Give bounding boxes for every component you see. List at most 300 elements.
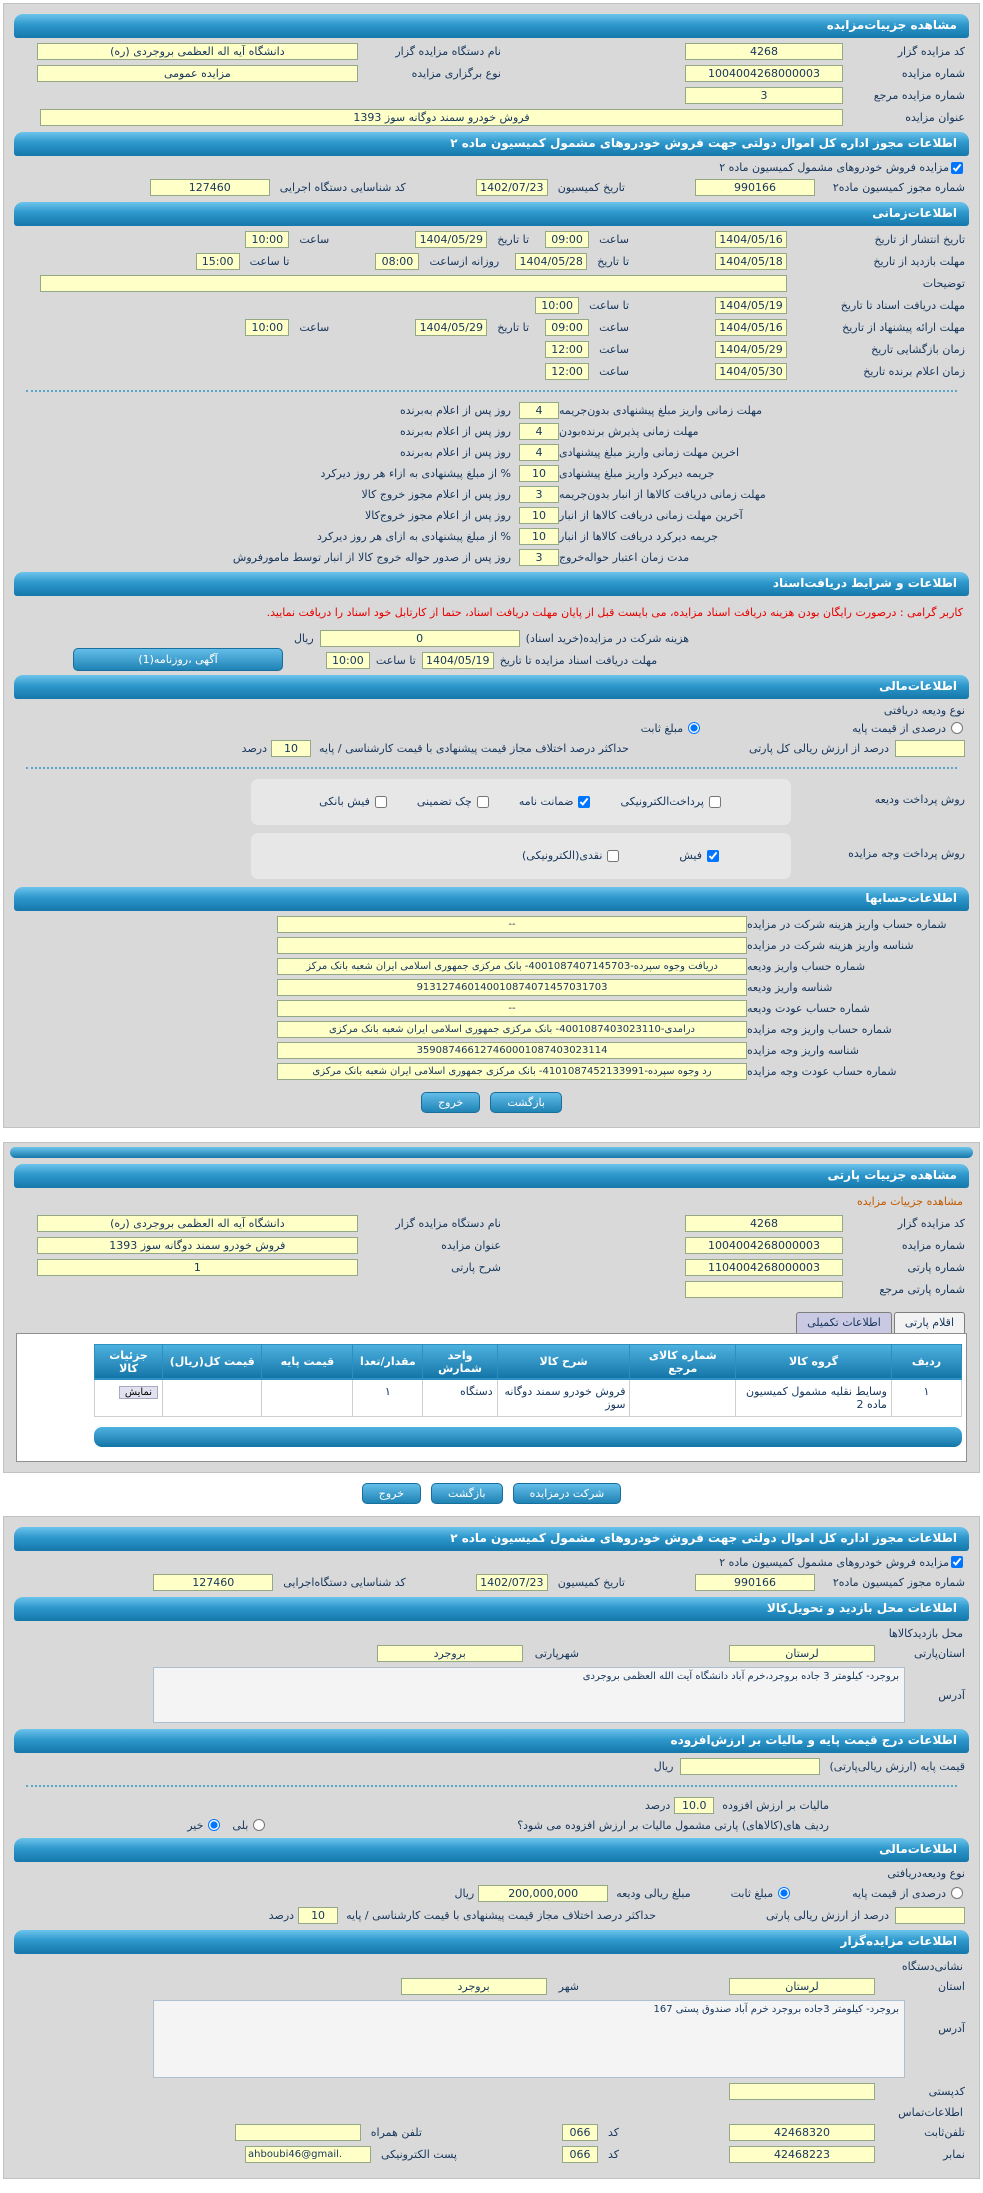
timing-visit-row xyxy=(18,253,965,270)
items-table-header-row xyxy=(95,1344,962,1379)
notes-field[interactable] xyxy=(40,275,787,292)
party-province-field[interactable] xyxy=(729,1645,875,1662)
organizer-city-label: شهر xyxy=(558,1979,579,1993)
col-unit: واحد شمارش xyxy=(423,1344,497,1379)
auction-row-3 xyxy=(18,87,965,104)
timing-notes-row xyxy=(18,275,965,292)
deposit-method-panel xyxy=(251,779,791,825)
penalty-value-6[interactable] xyxy=(519,507,559,524)
permit-no-field[interactable] xyxy=(695,179,815,196)
penalty-row-3 xyxy=(18,444,859,461)
account-label: شماره حساب عودت وجه مزایده xyxy=(747,1064,897,1078)
account-label: شناسه واریز ودیعه xyxy=(747,980,833,994)
auctioneer-org-label: نام دستگاه مزایده گزار xyxy=(395,45,501,58)
documents-warning-text: کاربر گرامی : درصورت رایگان بودن هزینه دریافت اسناد مزایده، می بایست قبل از پایان مهلت دریافت اسناد، حتما از کارتابل خود اسناد را دریافت نمایید. xyxy=(266,606,963,619)
organizer-province-row xyxy=(18,1978,965,1995)
exec-code-label: کد شناسایی دستگاه اجرایی xyxy=(279,181,406,194)
permit-no-label: شماره مجوز کمیسیون ماده۲ xyxy=(832,181,965,194)
doc-fee-unit: ریال xyxy=(293,631,314,645)
permit2-no-label: شماره مجوز کمیسیون ماده۲ xyxy=(832,1575,965,1589)
visit-location-subtitle: محل بازدیدکالاها xyxy=(888,1626,963,1640)
account-row-2 xyxy=(18,937,965,954)
section-header-permit-2: اطلاعات مجوز اداره کل اموال دولتی جهت فروش خودروهای مشمول کمیسیون ماده ۲ xyxy=(14,1527,969,1551)
bank-slip-label: فیش بانکی xyxy=(319,795,370,809)
account-row-4 xyxy=(18,979,965,996)
col-row-number: ردیف xyxy=(891,1344,961,1379)
party-code-field[interactable] xyxy=(685,1215,843,1232)
deposit-percent-field[interactable] xyxy=(895,740,965,757)
deposit2-radio-row xyxy=(18,1885,965,1902)
max-diff-field[interactable] xyxy=(271,740,311,757)
phone-label: تلفن‌ثابت xyxy=(924,2125,965,2139)
deposit-return-account-field[interactable] xyxy=(277,1000,747,1017)
publish-to-time[interactable] xyxy=(245,231,289,248)
visit-from-time[interactable] xyxy=(375,253,419,270)
penalty-row-8 xyxy=(18,549,859,566)
max-diff2-field[interactable] xyxy=(298,1907,338,1924)
penalty-suffix: % از مبلغ پیشنهادی به ازاء هر روز دیرکرد xyxy=(320,467,511,480)
newspaper-ad-button[interactable]: آگهی ،روزنامه(1) xyxy=(73,648,283,671)
party-row-1 xyxy=(18,1215,965,1232)
party-org-field[interactable] xyxy=(37,1215,358,1232)
winner-date[interactable] xyxy=(715,363,787,380)
penalty-label: اخرین مهلت زمانی واریز مبلغ پیشنهادی xyxy=(559,446,739,459)
party-row-3 xyxy=(18,1259,965,1276)
publish-from-date[interactable] xyxy=(715,231,787,248)
penalty-value-4[interactable] xyxy=(519,465,559,482)
party-row-2 xyxy=(18,1237,965,1254)
deposit-fixed-radio[interactable] xyxy=(688,722,700,734)
items-table-box xyxy=(16,1333,967,1462)
deposit-percent-radio-label: درصدی از قیمت پایه xyxy=(852,721,946,735)
electronic-payment-label: پرداخت‌الکترونیکی xyxy=(620,795,704,809)
penalty-value-1[interactable] xyxy=(519,402,559,419)
exec-code-field[interactable] xyxy=(150,179,270,196)
guaranteed-check-label: چک تضمینی xyxy=(416,795,472,809)
penalty-suffix: روز پس از اعلام به‌برنده xyxy=(399,404,511,417)
winner-label: زمان اعلام برنده تاریخ xyxy=(863,365,965,378)
notes-label: توضیحات xyxy=(922,277,965,290)
section-header-financial-2: اطلاعات‌مالی xyxy=(14,1838,969,1862)
account-label: شماره حساب عودت ودیعه xyxy=(747,1001,870,1015)
auction-title-label: عنوان مزایده xyxy=(905,111,965,124)
penalty-row-7 xyxy=(18,528,859,545)
max-diff-label: حداکثر درصد اختلاف مجاز قیمت پیشنهادی با قیمت کارشناسی / پایه xyxy=(319,741,629,755)
deposit2-percent-label: درصد از ارزش ریالی پارتی xyxy=(766,1908,889,1922)
organizer-province-field[interactable] xyxy=(729,1978,875,1995)
cell-total-price xyxy=(163,1379,262,1416)
offer-from-date[interactable] xyxy=(715,319,787,336)
auction-ref-field[interactable] xyxy=(685,87,843,104)
party-action-buttons xyxy=(0,1483,983,1504)
doc-fee-field[interactable] xyxy=(320,630,520,647)
deposit2-percent-row xyxy=(18,1907,965,1924)
vat-question-label: ردیف های(کالاهای) پارتی مشمول مالیات بر ارزش افزوده می شود؟ xyxy=(517,1818,829,1832)
view-auction-details-link[interactable]: مشاهده جزییات مزایده xyxy=(857,1194,963,1208)
doc-fee-label: هزینه شرکت در مزایده(خرید اسناد) xyxy=(525,631,690,645)
deposit2-fixed-radio-label: مبلغ ثابت xyxy=(730,1886,774,1900)
base-price-unit: ریال xyxy=(653,1759,674,1773)
vat-field[interactable] xyxy=(674,1797,714,1814)
vat-yes-radio[interactable] xyxy=(253,1819,265,1831)
exit-button[interactable]: خروج xyxy=(362,1483,421,1504)
deposit-method-row xyxy=(18,779,965,825)
dotted-separator xyxy=(26,1785,957,1787)
col-ref-number: شماره کالای مرجع xyxy=(630,1344,736,1379)
section-header-location: اطلاعات محل بازدید و تحویل‌کالا xyxy=(14,1597,969,1621)
organizer-address-subtitle: نشانی‌دستگاه xyxy=(901,1959,963,1973)
deposit-amount-unit: ریال xyxy=(454,1886,475,1900)
offer-to-time[interactable] xyxy=(245,319,289,336)
winner-hour-label: ساعت xyxy=(599,365,629,378)
tab-party-items[interactable]: اقلام پارتی xyxy=(894,1312,965,1333)
penalty-row-5 xyxy=(18,486,859,503)
penalty-row-6 xyxy=(18,507,859,524)
location-address-row xyxy=(18,1667,965,1723)
postal-code-label: کدپستی xyxy=(928,2084,965,2098)
auctioneer-org-field[interactable] xyxy=(37,43,358,60)
docs-deadline-date[interactable] xyxy=(715,297,787,314)
visit-to-label: تا تاریخ xyxy=(597,255,629,268)
docs-deadline-time[interactable] xyxy=(535,297,579,314)
auctioneer-code-field[interactable] xyxy=(685,43,843,60)
pay-method-panel xyxy=(251,833,791,879)
deposit-id-field[interactable] xyxy=(277,979,747,996)
deposit-type-row xyxy=(18,704,965,717)
vat-row xyxy=(18,1797,829,1814)
party-city-label: شهرپارتی xyxy=(534,1646,579,1660)
exec-code2-label: کد شناسایی دستگاه‌اجرایی xyxy=(283,1575,406,1589)
penalty-row-1 xyxy=(18,402,859,419)
section-header-pricing: اطلاعات درج قیمت پایه و مالیات بر ارزش‌افزوده xyxy=(14,1729,969,1753)
auction-ref-label: شماره مزایده مرجع xyxy=(873,89,965,102)
deposit-amount-label: مبلغ ریالی ودیعه xyxy=(616,1886,691,1900)
party-number-label: شماره پارتی xyxy=(907,1260,965,1274)
penalty-row-4 xyxy=(18,465,859,482)
party-tabs xyxy=(18,1312,965,1333)
account-row-5 xyxy=(18,1000,965,1017)
max-diff2-unit: درصد xyxy=(268,1908,295,1922)
publish-hour-label: ساعت xyxy=(599,233,629,246)
mobile-label: تلفن همراه xyxy=(370,2125,422,2139)
opening-hour-label: ساعت xyxy=(599,343,629,356)
guarantee-checkbox[interactable] xyxy=(578,796,590,808)
fee-deposit-id-field[interactable] xyxy=(277,937,747,954)
organizer-address-row xyxy=(18,2000,965,2078)
vat-no-radio[interactable] xyxy=(208,1819,220,1831)
phone-code-field[interactable] xyxy=(562,2124,598,2141)
postal-code-row xyxy=(18,2083,965,2100)
party-province-label: استان‌پارتی xyxy=(914,1646,965,1660)
permit-checkbox-row xyxy=(18,161,965,174)
account-label: شناسه واریز وجه مزایده xyxy=(747,1043,859,1057)
permit2-fields-row xyxy=(18,1574,965,1591)
fax-row xyxy=(18,2146,965,2163)
visit-to-time[interactable] xyxy=(196,253,240,270)
commission2-date-label: تاریخ کمیسیون xyxy=(557,1575,625,1589)
penalty-value-3[interactable] xyxy=(519,444,559,461)
bank-slip-checkbox[interactable] xyxy=(375,796,387,808)
opening-time[interactable] xyxy=(545,341,589,358)
payment-id-field[interactable] xyxy=(277,1042,747,1059)
guaranteed-check-checkbox[interactable] xyxy=(477,796,489,808)
publish-to-hour-label: ساعت xyxy=(299,233,330,246)
offer-label: مهلت ارائه پیشنهاد از تاریخ xyxy=(842,321,965,334)
mobile-field[interactable] xyxy=(235,2124,361,2141)
publish-from-time[interactable] xyxy=(545,231,589,248)
party-ref-field[interactable] xyxy=(685,1281,843,1298)
organizer-address-label: آدرس xyxy=(938,2021,965,2035)
penalty-label: مدت زمان اعتبار حواله‌خروج xyxy=(559,551,690,564)
auctioneer-code-label: کد مزایده گزار xyxy=(897,45,965,58)
penalty-value-5[interactable] xyxy=(519,486,559,503)
visit-daily-label: روزانه ازساعت xyxy=(429,255,500,268)
section-header-organizer: اطلاعات مزایده‌گزار xyxy=(14,1930,969,1954)
doc-deadline-time[interactable] xyxy=(326,652,370,669)
deposit-fixed-radio-label: مبلغ ثابت xyxy=(640,721,684,735)
party-row-4 xyxy=(18,1281,965,1298)
deposit-percent-radio[interactable] xyxy=(951,722,963,734)
slip-label: فیش xyxy=(679,849,702,863)
tab-extra-info[interactable]: اطلاعات تکمیلی xyxy=(796,1312,892,1333)
deposit-type-label: نوع ودیعه دریافتی xyxy=(883,703,965,717)
party-auction-number-field[interactable] xyxy=(685,1237,843,1254)
account-row-6 xyxy=(18,1021,965,1038)
auction-type-field[interactable] xyxy=(37,65,358,82)
section-header-party: مشاهده جزییات پارتی xyxy=(14,1164,969,1188)
account-label: شماره حساب واریز ودیعه xyxy=(747,959,866,973)
account-label: شماره حساب واریز هزینه شرکت در مزایده xyxy=(747,917,947,931)
email-label: پست الکترونیکی xyxy=(381,2147,457,2161)
dotted-separator xyxy=(26,390,957,392)
party-title-field[interactable] xyxy=(37,1237,358,1254)
penalty-suffix: % از مبلغ پیشنهادی به ازای هر روز دیرکرد xyxy=(317,530,511,543)
top-blue-bar xyxy=(10,1147,973,1158)
penalty-suffix: روز پس از اعلام به‌برنده xyxy=(399,446,511,459)
account-row-1 xyxy=(18,916,965,933)
slip-checkbox[interactable] xyxy=(707,850,719,862)
party-info-panel xyxy=(3,1516,980,2179)
cash-electronic-checkbox[interactable] xyxy=(607,850,619,862)
commission-date-field[interactable] xyxy=(476,179,548,196)
auction-type-label: نوع برگزاری مزایده xyxy=(411,67,501,80)
payment-account-field[interactable] xyxy=(277,1021,747,1038)
penalty-suffix: روز پس از اعلام مجوز خروج‌کالا xyxy=(365,509,511,522)
back-button[interactable]: بازگشت xyxy=(490,1092,562,1113)
phone-field[interactable] xyxy=(729,2124,875,2141)
permit2-checkbox-row xyxy=(18,1556,965,1569)
offer-to-date[interactable] xyxy=(415,319,487,336)
items-table xyxy=(94,1344,962,1417)
permit-checkbox-label: مزایده فروش خودروهای مشمول کمیسیون ماده ۲ xyxy=(719,161,949,174)
deposit-type2-label: نوع ودیعه‌دریافتی xyxy=(887,1866,965,1880)
visit-label: مهلت بازدید از تاریخ xyxy=(873,255,965,268)
opening-date[interactable] xyxy=(715,341,787,358)
cell-item-desc: فروش خودرو سمند دوگانه سوز xyxy=(497,1379,630,1416)
party-details-panel xyxy=(3,1142,980,1473)
fax-field[interactable] xyxy=(729,2146,875,2163)
auction-details-panel xyxy=(3,3,980,1128)
max-diff2-label: حداکثر درصد اختلاف مجاز قیمت پیشنهادی با قیمت کارشناسی / پایه xyxy=(346,1908,656,1922)
publish-to-label: تا تاریخ xyxy=(497,233,530,246)
offer-hour-label: ساعت xyxy=(599,321,629,334)
location-province-row xyxy=(18,1645,965,1662)
party-code-label: کد مزایده گزار xyxy=(897,1216,965,1230)
doc-deadline-row xyxy=(18,652,965,669)
penalty-label: آخرین مهلت زمانی دریافت کالاها از انبار xyxy=(559,509,743,522)
guarantee-label: ضمانت نامه xyxy=(518,795,574,809)
col-item-details: جزئیات کالا xyxy=(95,1344,163,1379)
visit-to-date[interactable] xyxy=(515,253,587,270)
auction-title-row xyxy=(18,109,965,126)
doc-fee-row xyxy=(18,630,965,647)
doc-deadline-label: مهلت دریافت اسناد مزایده تا تاریخ xyxy=(499,653,658,667)
docs-deadline-hour-label: تا ساعت xyxy=(589,299,629,312)
cell-ref-number xyxy=(630,1379,736,1416)
auction-title-field[interactable] xyxy=(40,109,843,126)
penalty-value-2[interactable] xyxy=(519,423,559,440)
payment-return-account-field[interactable] xyxy=(277,1063,747,1080)
deposit2-fixed-radio[interactable] xyxy=(778,1887,790,1899)
exec-code2-field[interactable] xyxy=(153,1574,273,1591)
party-title-label: عنوان مزایده xyxy=(441,1238,501,1252)
permit2-checkbox[interactable] xyxy=(951,1556,963,1568)
vat-question-row xyxy=(18,1819,829,1832)
account-row-8 xyxy=(18,1063,965,1080)
penalty-label: مهلت زمانی دریافت کالاها از انبار بدون‌جریمه xyxy=(559,488,766,501)
doc-deadline-hour-label: تا ساعت xyxy=(375,653,416,667)
visit-to-hour-label: تا ساعت xyxy=(249,255,290,268)
party-desc-field[interactable] xyxy=(37,1259,358,1276)
permit-checkbox[interactable] xyxy=(951,162,963,174)
organizer-address-field[interactable] xyxy=(153,2000,905,2078)
vat-unit: درصد xyxy=(644,1798,671,1812)
party-auction-number-label: شماره مزایده xyxy=(901,1238,965,1252)
cell-item-group: وسایط نقلیه مشمول کمیسیون ماده 2 xyxy=(736,1379,892,1416)
docs-deadline-label: مهلت دریافت اسناد تا تاریخ xyxy=(840,299,965,312)
penalty-label: جریمه دیرکرد واریز مبلغ پیشنهادی xyxy=(559,467,715,480)
party-address-label: آدرس xyxy=(938,1688,965,1702)
penalty-value-7[interactable] xyxy=(519,528,559,545)
penalty-suffix: روز پس از صدور حواله خروج کالا از انبار توسط مامورفروش xyxy=(232,551,511,564)
penalty-label: مهلت زمانی پذیرش برنده‌بودن xyxy=(559,425,699,438)
party-org-label: نام دستگاه مزایده گزار xyxy=(395,1216,501,1230)
timing-winner-row xyxy=(18,363,965,380)
party-number-field[interactable] xyxy=(685,1259,843,1276)
penalty-row-2 xyxy=(18,423,859,440)
permit2-no-field[interactable] xyxy=(695,1574,815,1591)
cell-item-details xyxy=(95,1379,163,1416)
opening-label: زمان بازگشایی تاریخ xyxy=(871,343,965,356)
cell-row-number: ۱ xyxy=(891,1379,961,1416)
show-item-details-button[interactable]: نمایش xyxy=(119,1386,158,1399)
back-button[interactable]: بازگشت xyxy=(431,1483,503,1504)
deposit-method-label: روش پرداخت ودیعه xyxy=(874,792,965,806)
panel1-buttons xyxy=(4,1092,979,1113)
base-price-field[interactable] xyxy=(680,1758,820,1775)
deposit2-percent-radio-label: درصدی از قیمت پایه xyxy=(852,1886,946,1900)
auction-row-2 xyxy=(18,65,965,82)
section-header-auction-view: مشاهده جزییات‌مزایده xyxy=(14,14,969,38)
deposit2-percent-field[interactable] xyxy=(895,1907,965,1924)
vat-label: مالیات بر ارزش افزوده xyxy=(722,1798,829,1812)
penalty-value-8[interactable] xyxy=(519,549,559,566)
col-item-desc: شرح کالا xyxy=(497,1344,630,1379)
account-label: شناسه واریز هزینه شرکت در مزایده xyxy=(747,938,914,952)
organizer-city-field[interactable] xyxy=(401,1978,547,1995)
party-city-field[interactable] xyxy=(377,1645,523,1662)
deposit-account-field[interactable] xyxy=(277,958,747,975)
commission-date-label: تاریخ کمیسیون xyxy=(557,181,625,194)
pay-method-row xyxy=(18,833,965,879)
col-quantity: مقدار/تعدا xyxy=(353,1344,423,1379)
timing-opening-row xyxy=(18,341,965,358)
penalty-label: جریمه دیرکرد دریافت کالاها از انبار xyxy=(559,530,719,543)
winner-time[interactable] xyxy=(545,363,589,380)
table-row xyxy=(95,1379,962,1416)
participate-button[interactable]: شرکت درمزایده xyxy=(513,1483,622,1504)
deposit-type2-row xyxy=(18,1867,965,1880)
vat-yes-label: بلی xyxy=(232,1818,249,1832)
max-diff-unit: درصد xyxy=(241,741,267,755)
section-header-documents: اطلاعات و شرایط دریافت‌اسناد xyxy=(14,572,969,596)
account-row-3 xyxy=(18,958,965,975)
postal-code-field[interactable] xyxy=(729,2083,875,2100)
offer-to-hour-label: ساعت xyxy=(299,321,330,334)
account-label: شماره حساب واریز وجه مزایده xyxy=(747,1022,892,1036)
fax-code-field[interactable] xyxy=(562,2146,598,2163)
account-row-7 xyxy=(18,1042,965,1059)
visit-from-date[interactable] xyxy=(715,253,787,270)
fee-deposit-account-field[interactable] xyxy=(277,916,747,933)
timing-publish-row xyxy=(18,231,965,248)
cash-electronic-label: نقدی(الکترونیکی) xyxy=(521,849,603,863)
auction-number-label: شماره مزایده xyxy=(901,67,965,80)
phone-row xyxy=(18,2124,965,2141)
phone-code-label: کد xyxy=(607,2125,619,2139)
exit-button[interactable]: خروج xyxy=(421,1092,480,1113)
penalty-label: مهلت زمانی واریز مبلغ پیشنهادی بدون‌جریمه xyxy=(559,404,763,417)
contact-info-subtitle: اطلاعات‌تماس xyxy=(898,2105,963,2119)
permit-fields-row xyxy=(18,179,965,196)
offer-from-time[interactable] xyxy=(545,319,589,336)
commission2-date-field[interactable] xyxy=(476,1574,548,1591)
timing-docs-deadline-row xyxy=(18,297,965,314)
party-address-field[interactable] xyxy=(153,1667,905,1723)
party-desc-label: شرح پارتی xyxy=(451,1260,501,1274)
email-field[interactable] xyxy=(245,2146,371,2163)
deposit-amount-field[interactable] xyxy=(478,1885,608,1902)
timing-offer-row xyxy=(18,319,965,336)
auction-row-1 xyxy=(18,43,965,60)
col-total-price: قیمت کل(ریال) xyxy=(163,1344,262,1379)
col-item-group: گروه کالا xyxy=(736,1344,892,1379)
electronic-payment-checkbox[interactable] xyxy=(709,796,721,808)
deposit2-percent-radio[interactable] xyxy=(951,1887,963,1899)
base-price-label: قیمت پایه (ارزش ریالی‌پارتی) xyxy=(829,1759,965,1773)
party-ref-label: شماره پارتی مرجع xyxy=(879,1282,965,1296)
publish-label: تاریخ انتشار از تاریخ xyxy=(874,233,965,246)
auction-number-field[interactable] xyxy=(685,65,843,82)
permit2-checkbox-label: مزایده فروش خودروهای مشمول کمیسیون ماده ۲ xyxy=(719,1555,949,1569)
publish-to-date[interactable] xyxy=(415,231,487,248)
deposit-percent-label: درصد از ارزش ریالی کل پارتی xyxy=(748,741,889,755)
penalty-suffix: روز پس از اعلام مجوز خروج کالا xyxy=(361,488,511,501)
offer-to-label: تا تاریخ xyxy=(497,321,530,334)
doc-deadline-date[interactable] xyxy=(422,652,494,669)
table-footer-bar xyxy=(94,1427,962,1447)
fax-code-label: کد xyxy=(607,2147,619,2161)
